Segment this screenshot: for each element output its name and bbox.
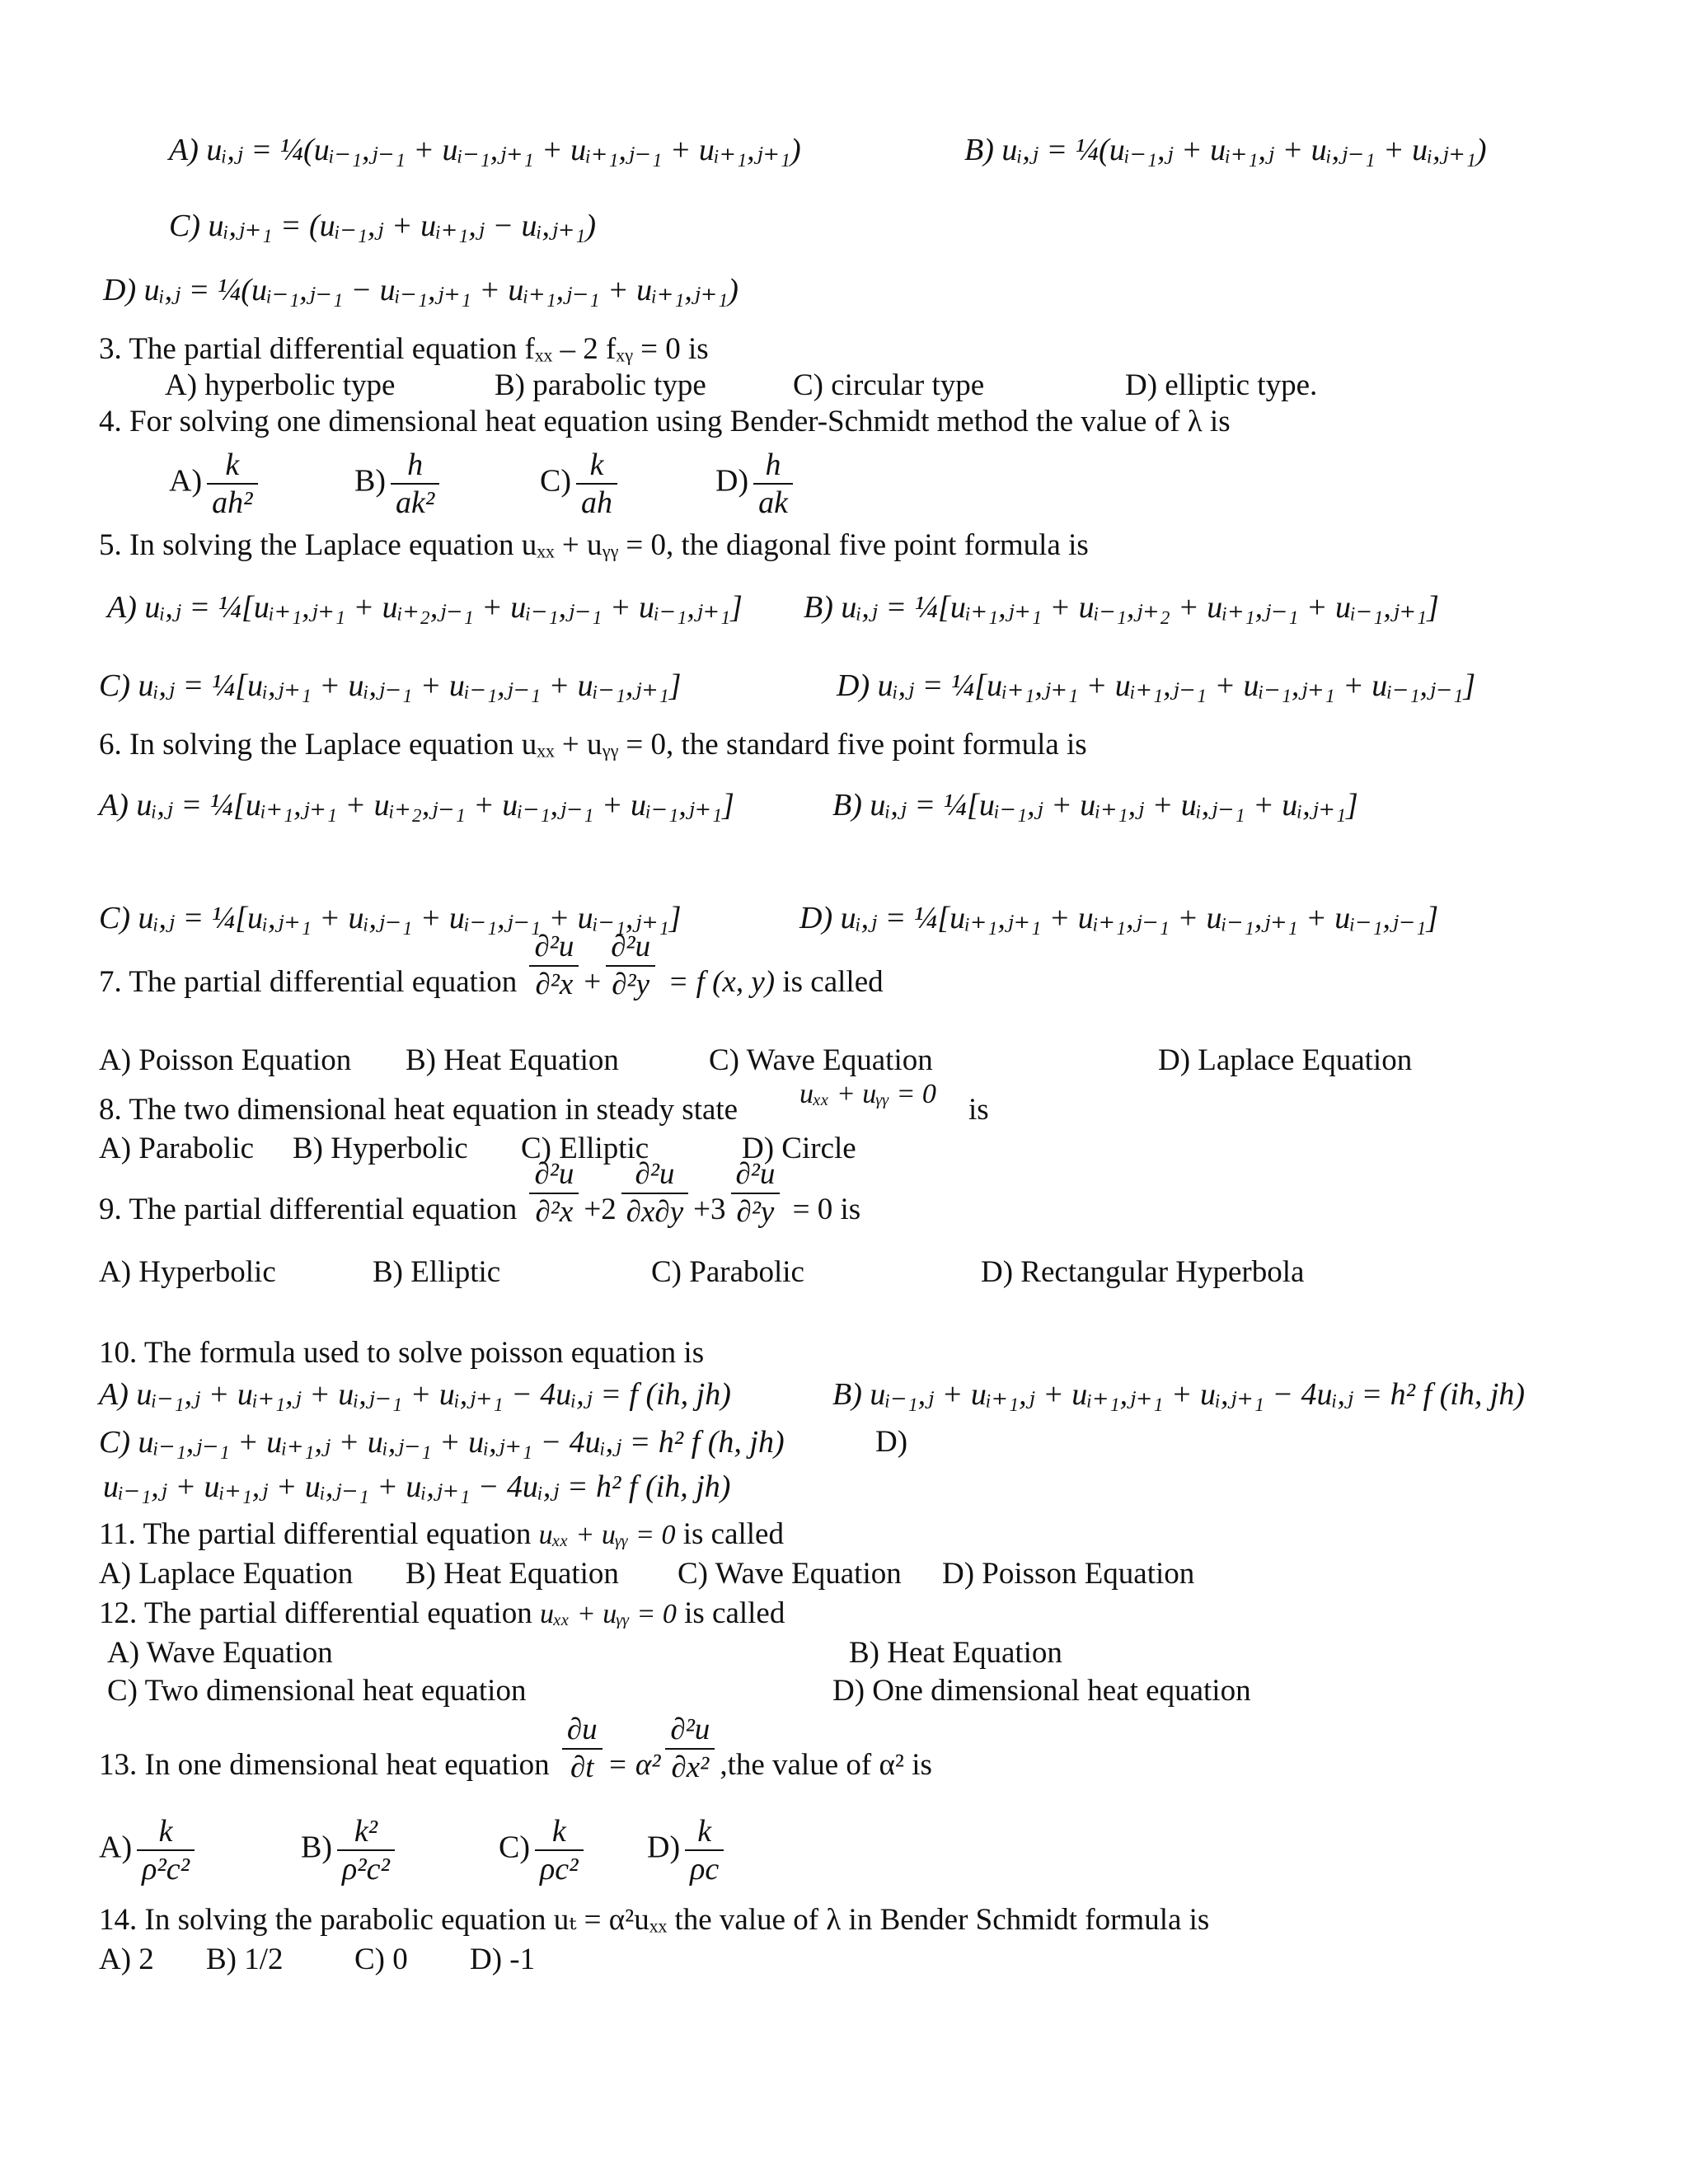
q6-option-b[interactable]: B) uᵢ,ⱼ = ¼[uᵢ₋₁,ⱼ + uᵢ₊₁,ⱼ + uᵢ,ⱼ₋₁ + uᵢ,ⱼ₊₁]	[832, 788, 1358, 823]
q13-lhs-num: ∂u	[562, 1712, 603, 1750]
q6-option-a[interactable]: A) uᵢ,ⱼ = ¼[uᵢ₊₁,ⱼ₊₁ + uᵢ₊₂,ⱼ₋₁ + uᵢ₋₁,ⱼ₋₁ + uᵢ₋₁,ⱼ₊₁]	[99, 788, 734, 823]
q4-option-c[interactable]	[540, 447, 622, 521]
q9-rhs: = 0	[792, 1193, 833, 1226]
q9-suffix: is	[840, 1193, 861, 1226]
q9-term3-num: ∂²u	[731, 1156, 781, 1194]
q13-option-a[interactable]	[99, 1813, 199, 1887]
q14-option-c[interactable]: C) 0	[354, 1943, 408, 1976]
q5-option-a[interactable]: A) uᵢ,ⱼ = ¼[uᵢ₊₁,ⱼ₊₁ + uᵢ₊₂,ⱼ₋₁ + uᵢ₋₁,ⱼ₋₁ + uᵢ₋₁,ⱼ₊₁]	[107, 590, 743, 625]
q13-option-a-label: A)	[99, 1830, 133, 1865]
q4-c-num: k	[576, 447, 617, 485]
q11-equation: uₓₓ + uᵧᵧ = 0	[538, 1520, 676, 1550]
q2-option-d[interactable]: D) uᵢ,ⱼ = ¼(uᵢ₋₁,ⱼ₋₁ − uᵢ₋₁,ⱼ₊₁ + uᵢ₊₁,ⱼ₋₁ + uᵢ₊₁,ⱼ₊₁)	[103, 273, 738, 307]
q5-question: 5. In solving the Laplace equation uₓₓ + uᵧᵧ = 0, the diagonal five point formula is	[99, 528, 1089, 562]
q2-option-b[interactable]: B) uᵢ,ⱼ = ¼(uᵢ₋₁,ⱼ + uᵢ₊₁,ⱼ + uᵢ,ⱼ₋₁ + uᵢ,ⱼ₊₁)	[964, 133, 1487, 167]
q7-option-d[interactable]: D) Laplace Equation	[1158, 1043, 1413, 1077]
q13-option-b-label: B)	[301, 1830, 332, 1865]
q4-b-num: h	[391, 447, 439, 485]
q14-question: 14. In solving the parabolic equation uₜ = α²uₓₓ the value of λ in Bender Schmidt formula is	[99, 1903, 1210, 1937]
q5-option-b[interactable]: B) uᵢ,ⱼ = ¼[uᵢ₊₁,ⱼ₊₁ + uᵢ₋₁,ⱼ₊₂ + uᵢ₊₁,ⱼ₋₁ + uᵢ₋₁,ⱼ₊₁]	[804, 590, 1439, 625]
q9-option-a[interactable]: A) Hyperbolic	[99, 1255, 276, 1289]
q14-option-b[interactable]: B) 1/2	[206, 1943, 284, 1976]
q3-option-a[interactable]: A) hyperbolic type	[165, 368, 396, 402]
q4-question: 4. For solving one dimensional heat equation using Bender-Schmidt method the value of λ is	[99, 405, 1231, 438]
q9-term3-den: ∂²y	[736, 1194, 775, 1229]
q13-d-den: ρc	[690, 1852, 720, 1886]
q11-suffix: is called	[682, 1517, 784, 1551]
q13-rhs-num: ∂²u	[665, 1712, 715, 1750]
q8-option-c[interactable]: C) Elliptic	[521, 1132, 649, 1165]
q7-term1-num: ∂²u	[529, 929, 579, 967]
q7-option-b[interactable]: B) Heat Equation	[406, 1043, 619, 1077]
q4-a-den: ah²	[212, 485, 253, 520]
q7-prefix: 7. The partial differential equation	[99, 965, 518, 999]
q11-prefix: 11. The partial differential equation	[99, 1517, 532, 1551]
q14-option-d[interactable]: D) -1	[470, 1943, 536, 1976]
q4-option-a-label: A)	[169, 463, 203, 499]
q9-op1: +2	[584, 1193, 617, 1226]
q6-option-c[interactable]: C) uᵢ,ⱼ = ¼[uᵢ,ⱼ₊₁ + uᵢ,ⱼ₋₁ + uᵢ₋₁,ⱼ₋₁ + uᵢ₋₁,ⱼ₊₁]	[99, 901, 682, 935]
q12-equation: uₓₓ + uᵧᵧ = 0	[539, 1599, 677, 1629]
q3-option-d[interactable]: D) elliptic type.	[1125, 368, 1318, 402]
q8-option-b[interactable]: B) Hyperbolic	[293, 1132, 468, 1165]
q11-option-a[interactable]: A) Laplace Equation	[99, 1557, 354, 1591]
q4-option-c-label: C)	[540, 463, 571, 499]
q13-option-d[interactable]	[647, 1813, 729, 1887]
q8-option-d[interactable]: D) Circle	[742, 1132, 856, 1165]
q5-option-d[interactable]: D) uᵢ,ⱼ = ¼[uᵢ₊₁,ⱼ₊₁ + uᵢ₊₁,ⱼ₋₁ + uᵢ₋₁,ⱼ₊₁ + uᵢ₋₁,ⱼ₋₁]	[837, 668, 1476, 703]
q9-term1-num: ∂²u	[529, 1156, 579, 1194]
q11-option-d[interactable]: D) Poisson Equation	[942, 1557, 1195, 1591]
q4-option-b-label: B)	[354, 463, 386, 499]
q4-a-num: k	[207, 447, 257, 485]
q13-b-den: ρ²c²	[342, 1852, 390, 1886]
q10-question: 10. The formula used to solve poisson equation is	[99, 1336, 705, 1370]
q2-option-c[interactable]: C) uᵢ,ⱼ₊₁ = (uᵢ₋₁,ⱼ + uᵢ₊₁,ⱼ − uᵢ,ⱼ₊₁)	[169, 209, 597, 243]
q13-d-num: k	[685, 1813, 724, 1851]
q7-suffix: is called	[782, 965, 884, 999]
q4-option-d-label: D)	[715, 463, 749, 499]
q4-option-d[interactable]	[715, 447, 798, 521]
q13-question	[99, 1712, 932, 1786]
q12-prefix: 12. The partial differential equation	[99, 1596, 532, 1630]
q7-term2-den: ∂²y	[612, 967, 650, 1001]
q12-option-d[interactable]: D) One dimensional heat equation	[832, 1674, 1251, 1708]
q10-option-a[interactable]: A) uᵢ₋₁,ⱼ + uᵢ₊₁,ⱼ + uᵢ,ⱼ₋₁ + uᵢ,ⱼ₊₁ − 4uᵢ,ⱼ = f (ih, jh)	[99, 1377, 731, 1412]
q13-suffix: ,the value of α² is	[720, 1748, 932, 1782]
q13-option-c[interactable]	[499, 1813, 588, 1887]
q13-option-b[interactable]	[301, 1813, 400, 1887]
q8-suffix: is	[968, 1093, 989, 1127]
q3-question: 3. The partial differential equation fₓₓ – 2 fₓᵧ = 0 is	[99, 332, 709, 366]
q12-question	[99, 1596, 785, 1633]
q12-suffix: is called	[684, 1596, 785, 1630]
q13-c-den: ρc²	[540, 1852, 579, 1886]
q7-rhs: = f (x, y)	[668, 965, 776, 999]
q12-option-c[interactable]: C) Two dimensional heat equation	[107, 1674, 527, 1708]
q9-term1-den: ∂²x	[535, 1194, 574, 1229]
q4-option-a[interactable]	[169, 447, 263, 521]
q10-option-d-label[interactable]: D)	[875, 1425, 908, 1459]
q10-option-b[interactable]: B) uᵢ₋₁,ⱼ + uᵢ₊₁,ⱼ + uᵢ₊₁,ⱼ₊₁ + uᵢ,ⱼ₊₁ − 4uᵢ,ⱼ = h² f (ih, jh)	[832, 1377, 1526, 1412]
q4-b-den: ak²	[396, 485, 435, 520]
q10-option-c[interactable]: C) uᵢ₋₁,ⱼ₋₁ + uᵢ₊₁,ⱼ + uᵢ,ⱼ₋₁ + uᵢ,ⱼ₊₁ − 4uᵢ,ⱼ = h² f (h, jh)	[99, 1425, 785, 1460]
q11-option-b[interactable]: B) Heat Equation	[406, 1557, 619, 1591]
q4-d-num: h	[753, 447, 793, 485]
q13-b-num: k²	[337, 1813, 395, 1851]
q3-option-c[interactable]: C) circular type	[793, 368, 985, 402]
q11-question	[99, 1516, 784, 1554]
q6-question: 6. In solving the Laplace equation uₓₓ + uᵧᵧ = 0, the standard five point formula is	[99, 728, 1087, 762]
q8-equation: uₓₓ + uᵧᵧ = 0	[799, 1079, 936, 1109]
q13-a-den: ρ²c²	[142, 1852, 190, 1886]
q9-op2: +3	[693, 1193, 726, 1226]
q9-question	[99, 1156, 861, 1230]
q7-term1-den: ∂²x	[535, 967, 574, 1001]
q13-a-num: k	[137, 1813, 195, 1851]
q2-option-a[interactable]: A) uᵢ,ⱼ = ¼(uᵢ₋₁,ⱼ₋₁ + uᵢ₋₁,ⱼ₊₁ + uᵢ₊₁,ⱼ₋₁ + uᵢ₊₁,ⱼ₊₁)	[169, 133, 801, 167]
q13-option-d-label: D)	[647, 1830, 681, 1865]
q7-plus: +	[584, 965, 602, 999]
q14-option-a[interactable]: A) 2	[99, 1943, 154, 1976]
q8-option-a[interactable]: A) Parabolic	[99, 1132, 255, 1165]
q4-c-den: ah	[581, 485, 612, 520]
q13-c-num: k	[535, 1813, 584, 1851]
q9-term2-den: ∂x∂y	[626, 1194, 684, 1229]
q4-option-b[interactable]	[354, 447, 444, 521]
q7-option-c[interactable]: C) Wave Equation	[709, 1043, 933, 1077]
q13-mid: = α²	[607, 1748, 661, 1782]
q11-option-c[interactable]: C) Wave Equation	[678, 1557, 902, 1591]
q5-option-c[interactable]: C) uᵢ,ⱼ = ¼[uᵢ,ⱼ₊₁ + uᵢ,ⱼ₋₁ + uᵢ₋₁,ⱼ₋₁ + uᵢ₋₁,ⱼ₊₁]	[99, 668, 682, 703]
q13-rhs-den: ∂x²	[671, 1750, 710, 1784]
q12-option-b[interactable]: B) Heat Equation	[849, 1636, 1062, 1670]
q7-question	[99, 929, 884, 1003]
q7-term2-num: ∂²u	[606, 929, 655, 967]
q10-option-d[interactable]: uᵢ₋₁,ⱼ + uᵢ₊₁,ⱼ + uᵢ,ⱼ₋₁ + uᵢ,ⱼ₊₁ − 4uᵢ,ⱼ = h² f (ih, jh)	[103, 1469, 731, 1504]
q12-option-a[interactable]: A) Wave Equation	[107, 1636, 333, 1670]
q9-option-d[interactable]: D) Rectangular Hyperbola	[981, 1255, 1305, 1289]
q3-option-b[interactable]: B) parabolic type	[495, 368, 706, 402]
q4-d-den: ak	[758, 485, 788, 520]
q9-option-c[interactable]: C) Parabolic	[651, 1255, 804, 1289]
q7-option-a[interactable]: A) Poisson Equation	[99, 1043, 352, 1077]
q13-option-c-label: C)	[499, 1830, 530, 1865]
q8-question: 8. The two dimensional heat equation in steady state	[99, 1093, 738, 1127]
q9-prefix: 9. The partial differential equation	[99, 1193, 518, 1226]
q6-option-d[interactable]: D) uᵢ,ⱼ = ¼[uᵢ₊₁,ⱼ₊₁ + uᵢ₊₁,ⱼ₋₁ + uᵢ₋₁,ⱼ₊₁ + uᵢ₋₁,ⱼ₋₁]	[799, 901, 1439, 935]
q9-option-b[interactable]: B) Elliptic	[373, 1255, 501, 1289]
q13-prefix: 13. In one dimensional heat equation	[99, 1748, 550, 1782]
q13-lhs-den: ∂t	[570, 1750, 594, 1784]
q9-term2-num: ∂²u	[621, 1156, 688, 1194]
